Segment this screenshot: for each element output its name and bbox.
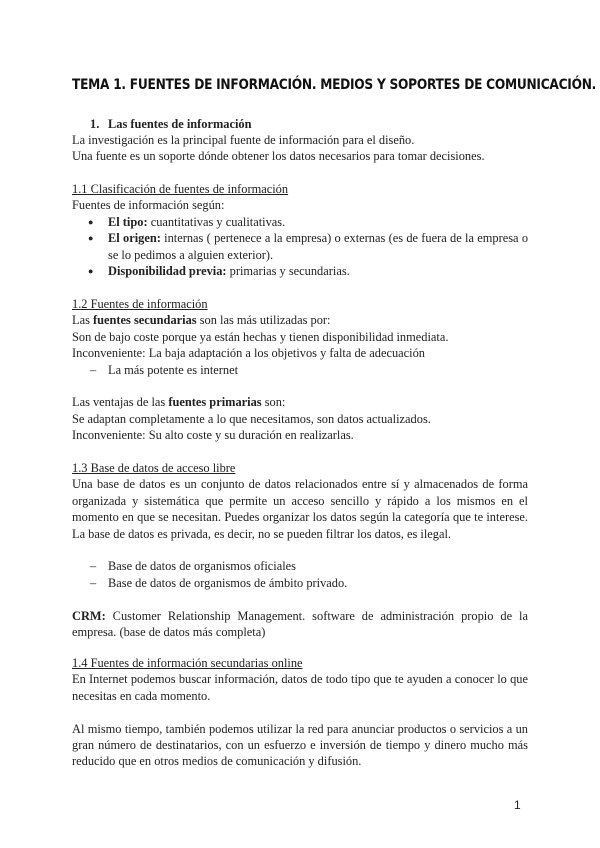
paragraph: La investigación es la principal fuente de información para el diseño.: [72, 133, 415, 147]
section-1-1: [72, 181, 528, 279]
list-item-label: El origen:: [108, 231, 161, 246]
list-item: [72, 263, 528, 279]
text-run: son las más utilizadas por:: [196, 313, 331, 328]
list-item: – Base de datos de organismos de ámbito privado.: [72, 575, 528, 591]
spacer: [72, 378, 528, 394]
section-1-3: [72, 460, 528, 640]
crm-paragraph: [72, 608, 528, 641]
list-item: [72, 230, 528, 263]
text-run: Customer Relationship Management. software de administración propio de la empresa. (base de datos más completa): [72, 608, 528, 640]
paragraph: Inconveniente: La baja adaptación a los objetivos y falta de adecuación: [72, 346, 425, 361]
section-1-title: Las fuentes de información: [108, 117, 252, 131]
spacer: [72, 704, 528, 720]
paragraph: [72, 394, 528, 410]
section-1-4-heading: 1.4 Fuentes de información secundarias online: [72, 656, 303, 670]
spacer: [72, 591, 528, 607]
list-item-label: El tipo:: [108, 214, 148, 229]
list-item-text: primarias y secundarias.: [226, 264, 350, 279]
paragraph: Son de bajo coste porque ya están hechas y tienen disponibilidad inmediata.: [72, 329, 449, 344]
section-1-heading: [90, 116, 252, 132]
text-run: son:: [261, 395, 286, 410]
text-run: Las ventajas de las: [72, 395, 169, 410]
section-1-2: [72, 296, 528, 444]
section-1-4: [72, 655, 528, 770]
list-item-text: internas ( pertenece a la empresa) o externas (es de fuera de la empresa o se lo pedimos a alguien exterior).: [108, 231, 529, 262]
list-item: [72, 214, 528, 230]
section-1-1-heading: 1.1 Clasificación de fuentes de información: [72, 182, 289, 196]
list-item: – Base de datos de organismos oficiales: [72, 558, 528, 574]
paragraph: Una base de datos es un conjunto de datos relacionados entre sí y almacenados de forma organizada y sistemática que permite un acceso sencillo y rápido a los mismos en el momento en que se necesitan. Puedes organizar los datos según la categoría que te interese. La base de datos es privada, es decir, no se pueden filtrar los datos, es ilegal.: [72, 477, 528, 541]
section-1-body: [72, 132, 528, 165]
page-number: 1: [514, 798, 521, 812]
paragraph: En Internet podemos buscar información, datos de todo tipo que te ayuden a conocer lo que necesitas en cada momento.: [72, 672, 528, 703]
spacer: [72, 542, 528, 558]
paragraph: [72, 312, 528, 328]
paragraph: Inconveniente: Su alto coste y su duración en realizarlas.: [72, 428, 354, 443]
section-1-number: 1.: [90, 117, 100, 131]
section-1-3-heading: 1.3 Base de datos de acceso libre: [72, 461, 236, 475]
list-item-text: cuantitativas y cualitativas.: [147, 214, 286, 229]
dash-list: [72, 558, 528, 591]
bullet-list: [72, 214, 528, 280]
text-run: Las: [72, 313, 93, 328]
list-item-label: Disponibilidad previa:: [108, 264, 227, 279]
paragraph: Una fuente es un soporte dónde obtener los datos necesarios para tomar decisiones.: [72, 149, 485, 164]
text-run: CRM:: [72, 608, 106, 623]
text-run: fuentes secundarias: [93, 313, 197, 328]
paragraph: Al mismo tiempo, también podemos utilizar la red para anunciar productos o servicios a un gran número de destinatarios, con un esfuerzo e inversión de tiempo y dinero mucho más reducido que en otros medios de comunicación y difusión.: [72, 721, 528, 769]
paragraph: Se adaptan completamente a lo que necesitamos, son datos actualizados.: [72, 411, 431, 426]
paragraph: Fuentes de información según:: [72, 198, 225, 213]
section-1-2-heading: 1.2 Fuentes de información: [72, 297, 208, 311]
page-title: TEMA 1. FUENTES DE INFORMACIÓN. MEDIOS Y SOPORTES DE COMUNICACIÓN.: [72, 77, 597, 93]
list-item: – La más potente es internet: [72, 362, 528, 378]
dash-list: [72, 362, 528, 378]
text-run: fuentes primarias: [168, 395, 262, 410]
